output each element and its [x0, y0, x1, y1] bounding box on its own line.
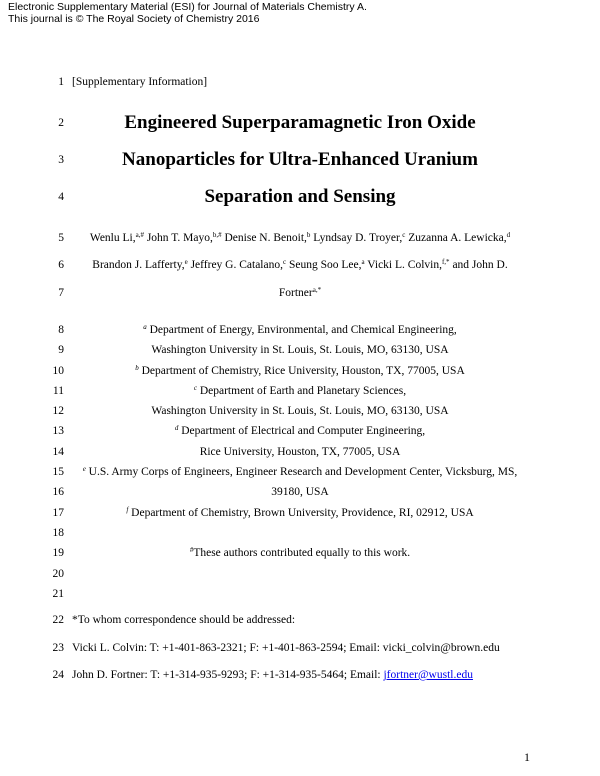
author-name: Vicki L. Colvin, — [364, 259, 442, 271]
affiliation-e-line-2: 39180, USA — [271, 486, 329, 498]
supplementary-label: [Supplementary Information] — [72, 76, 208, 88]
fortner-email-link[interactable]: jfortner@wustl.edu — [383, 669, 473, 681]
page-number: 1 — [524, 750, 530, 764]
line-number: 13 — [52, 425, 64, 437]
author-list-line-3 — [72, 287, 528, 299]
author-name: Jeffrey G. Catalano, — [187, 259, 283, 271]
affiliation-c-line-2: Washington University in St. Louis, St. Louis, MO, 63130, USA — [151, 405, 449, 417]
equal-contribution-text: These authors contributed equally to this work. — [193, 547, 411, 559]
affiliation-mark: d — [174, 424, 179, 432]
affiliation-mark: c — [193, 384, 197, 392]
affiliation-text: Department of Chemistry, Rice University, Houston, TX, 77005, USA — [138, 365, 465, 377]
affiliation-mark: a — [143, 323, 147, 331]
affiliation-a — [72, 324, 528, 336]
author-affiliation-mark: b — [306, 231, 311, 239]
line-number: 19 — [52, 547, 64, 559]
affiliation-f — [72, 507, 528, 519]
paper-title-line-2: Nanoparticles for Ultra-Enhanced Uranium — [122, 149, 478, 170]
affiliation-c — [72, 385, 528, 397]
correspondence-heading: *To whom correspondence should be addressed: — [72, 614, 296, 626]
affiliation-text: Department of Earth and Planetary Sciences, — [196, 385, 407, 397]
correspondence-colvin: Vicki L. Colvin: T: +1-401-863-2321; F: +1-401-863-2594; Email: vicki_colvin@brown.edu — [72, 642, 500, 654]
affiliation-text: Department of Electrical and Computer Engineering, — [178, 425, 426, 437]
journal-header-line-1: Electronic Supplementary Material (ESI) for Journal of Materials Chemistry A. — [8, 1, 367, 13]
affiliation-text: Department of Chemistry, Brown University, Providence, RI, 02912, USA — [128, 507, 474, 519]
author-affiliation-mark: f,* — [441, 258, 450, 266]
author-affiliation-mark: c — [282, 258, 287, 266]
line-number: 7 — [58, 287, 64, 299]
affiliation-mark: e — [82, 465, 86, 473]
affiliation-b — [72, 365, 528, 377]
affiliation-d — [72, 425, 528, 437]
correspondence-fortner-details: John D. Fortner: T: +1-314-935-9293; F: +1-314-935-5464; Email: — [72, 669, 384, 681]
line-number: 17 — [52, 507, 64, 519]
author-name: and John D. — [449, 259, 508, 271]
line-number: 12 — [52, 405, 64, 417]
line-number: 11 — [52, 385, 64, 397]
affiliation-a-line-2: Washington University in St. Louis, St. Louis, MO, 63130, USA — [151, 344, 449, 356]
author-name: Brandon J. Lafferty, — [92, 259, 185, 271]
author-affiliation-mark: e — [184, 258, 188, 266]
author-name: Fortner — [278, 287, 313, 299]
line-number: 5 — [58, 232, 64, 244]
affiliation-d-line-2: Rice University, Houston, TX, 77005, USA — [199, 446, 401, 458]
author-name: Seung Soo Lee, — [286, 259, 362, 271]
line-number: 1 — [58, 76, 64, 88]
equal-contribution-note — [72, 547, 528, 559]
line-number: 22 — [52, 614, 64, 626]
affiliation-text: U.S. Army Corps of Engineers, Engineer Research and Development Center, Vicksburg, MS, — [85, 466, 518, 478]
line-number: 20 — [52, 568, 64, 580]
author-affiliation-mark: a,# — [135, 231, 144, 239]
author-list-line-2 — [72, 259, 528, 271]
author-name: Zuzanna A. Lewicka, — [405, 232, 507, 244]
line-number: 23 — [52, 642, 64, 654]
line-number: 4 — [58, 191, 64, 203]
author-name: Lyndsay D. Troyer, — [310, 232, 403, 244]
line-number: 10 — [52, 365, 64, 377]
author-affiliation-mark: b,# — [212, 231, 222, 239]
paper-title-line-3: Separation and Sensing — [204, 186, 396, 207]
line-number: 8 — [58, 324, 64, 336]
affiliation-e — [72, 466, 528, 478]
author-list-line-1 — [72, 232, 528, 244]
line-number: 2 — [58, 117, 64, 129]
equal-contribution-mark: # — [189, 546, 194, 554]
author-name: Denise N. Benoit, — [221, 232, 307, 244]
author-affiliation-mark: d — [506, 231, 511, 239]
line-number: 24 — [52, 669, 64, 681]
line-number: 14 — [52, 446, 64, 458]
paper-title-line-1: Engineered Superparamagnetic Iron Oxide — [124, 112, 476, 133]
line-number: 9 — [58, 344, 64, 356]
affiliation-text: Department of Energy, Environmental, and Chemical Engineering, — [146, 324, 457, 336]
affiliation-mark: f — [126, 506, 129, 514]
line-number: 18 — [52, 527, 64, 539]
correspondence-fortner — [72, 669, 473, 681]
line-number: 3 — [58, 154, 64, 166]
author-affiliation-mark: a,* — [312, 286, 322, 294]
line-number: 21 — [52, 588, 64, 600]
journal-header-line-2: This journal is © The Royal Society of Chemistry 2016 — [8, 13, 260, 25]
author-affiliation-mark: c — [402, 231, 406, 239]
line-number: 15 — [52, 466, 64, 478]
author-affiliation-mark: a — [361, 258, 365, 266]
author-name: Wenlu Li, — [89, 232, 136, 244]
author-name: John T. Mayo, — [143, 232, 213, 244]
line-number: 6 — [58, 259, 64, 271]
line-number: 16 — [52, 486, 64, 498]
affiliation-mark: b — [135, 364, 139, 372]
